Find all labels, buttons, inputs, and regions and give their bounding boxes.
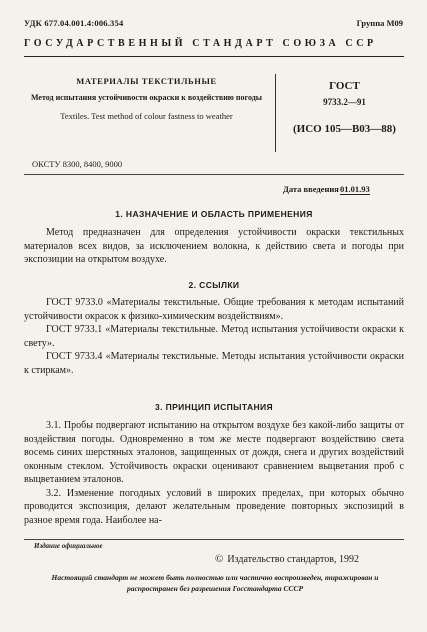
paragraph-3-1: 3.1. Пробы подвергают испытанию на открытом воздухе без какой-либо защиты от воздействия погоды. Одновременно в том же месте подвергают воздействию света восемь синих шерстяных эталонов, защищенных от дождя, снега и других воздействий оконным стеклом. Устойчивость окраски оценивают сравнением выцветания проб с выцветанием эталонов. <box>24 420 404 485</box>
udk-code: УДК 677.04.001.4:006.354 <box>24 18 124 28</box>
gost-block <box>282 80 407 135</box>
footer-divider <box>24 539 404 540</box>
reproduction-notice: Настоящий стандарт не может быть полностью или частично воспроизведен, тиражирован и распространен без разрешения Госстандарта СССР <box>51 573 379 593</box>
effective-date-label: Дата введения <box>283 184 339 194</box>
effective-date-value: 01.01.93 <box>340 184 370 194</box>
okstu-codes: ОКСТУ 8300, 8400, 9000 <box>32 159 123 169</box>
section-1-heading: 1. НАЗНАЧЕНИЕ И ОБЛАСТЬ ПРИМЕНЕНИЯ <box>115 209 313 219</box>
group-code: Группа М09 <box>356 18 403 28</box>
reference-item: ГОСТ 9733.4 «Материалы текстильные. Методы испытания устойчивости окраски к стиркам». <box>24 351 404 376</box>
iso-reference: (ИСО 105—В03—88) <box>293 123 396 135</box>
document-subtitle: Метод испытания устойчивости окраски к воздействию погоды <box>30 93 263 102</box>
section-3-heading: 3. ПРИНЦИП ИСПЫТАНИЯ <box>154 402 274 412</box>
edition-note: Издание официальное <box>34 542 103 550</box>
middle-divider <box>24 174 404 175</box>
section-1-body <box>24 226 404 267</box>
reference-item: ГОСТ 9733.1 «Материалы текстильные. Метод испытания устойчивости окраски к свету». <box>24 324 404 349</box>
standard-banner: ГОСУДАРСТВЕННЫЙ СТАНДАРТ СОЮЗА ССР <box>24 38 377 49</box>
paragraph-3-2: 3.2. Изменение погодных условий в широких пределах, при которых обычно проводится экспозиция, делают желательным проведение повторных экспозиций в разное время года. Наиболее на- <box>24 487 404 526</box>
section-3-body <box>24 419 404 527</box>
gost-number: 9733.2—91 <box>323 97 366 107</box>
publisher-line <box>215 553 359 565</box>
copyright-icon: © <box>215 553 224 565</box>
document-title: МАТЕРИАЛЫ ТЕКСТИЛЬНЫЕ <box>76 76 217 86</box>
top-divider <box>24 56 404 57</box>
section-1-text: Метод предназначен для определения устойчивости окраски текстильных материалов всех видов, за исключением волокна, к действию света и погоды при экспозиции на открытом воздухе. <box>24 227 404 265</box>
title-divider <box>275 74 276 152</box>
section-2-body <box>24 296 404 377</box>
section-2-heading: 2. ССЫЛКИ <box>188 280 240 290</box>
publisher-text: Издательство стандартов, 1992 <box>227 554 360 565</box>
title-block <box>24 76 269 122</box>
reference-item: ГОСТ 9733.0 «Материалы текстильные. Общие требования к методам испытаний устойчивости окрасок к физико-химическим воздействиям». <box>24 297 404 322</box>
gost-label: ГОСТ <box>329 80 360 92</box>
english-title: Textiles. Test method of colour fastness to weather <box>60 111 233 121</box>
